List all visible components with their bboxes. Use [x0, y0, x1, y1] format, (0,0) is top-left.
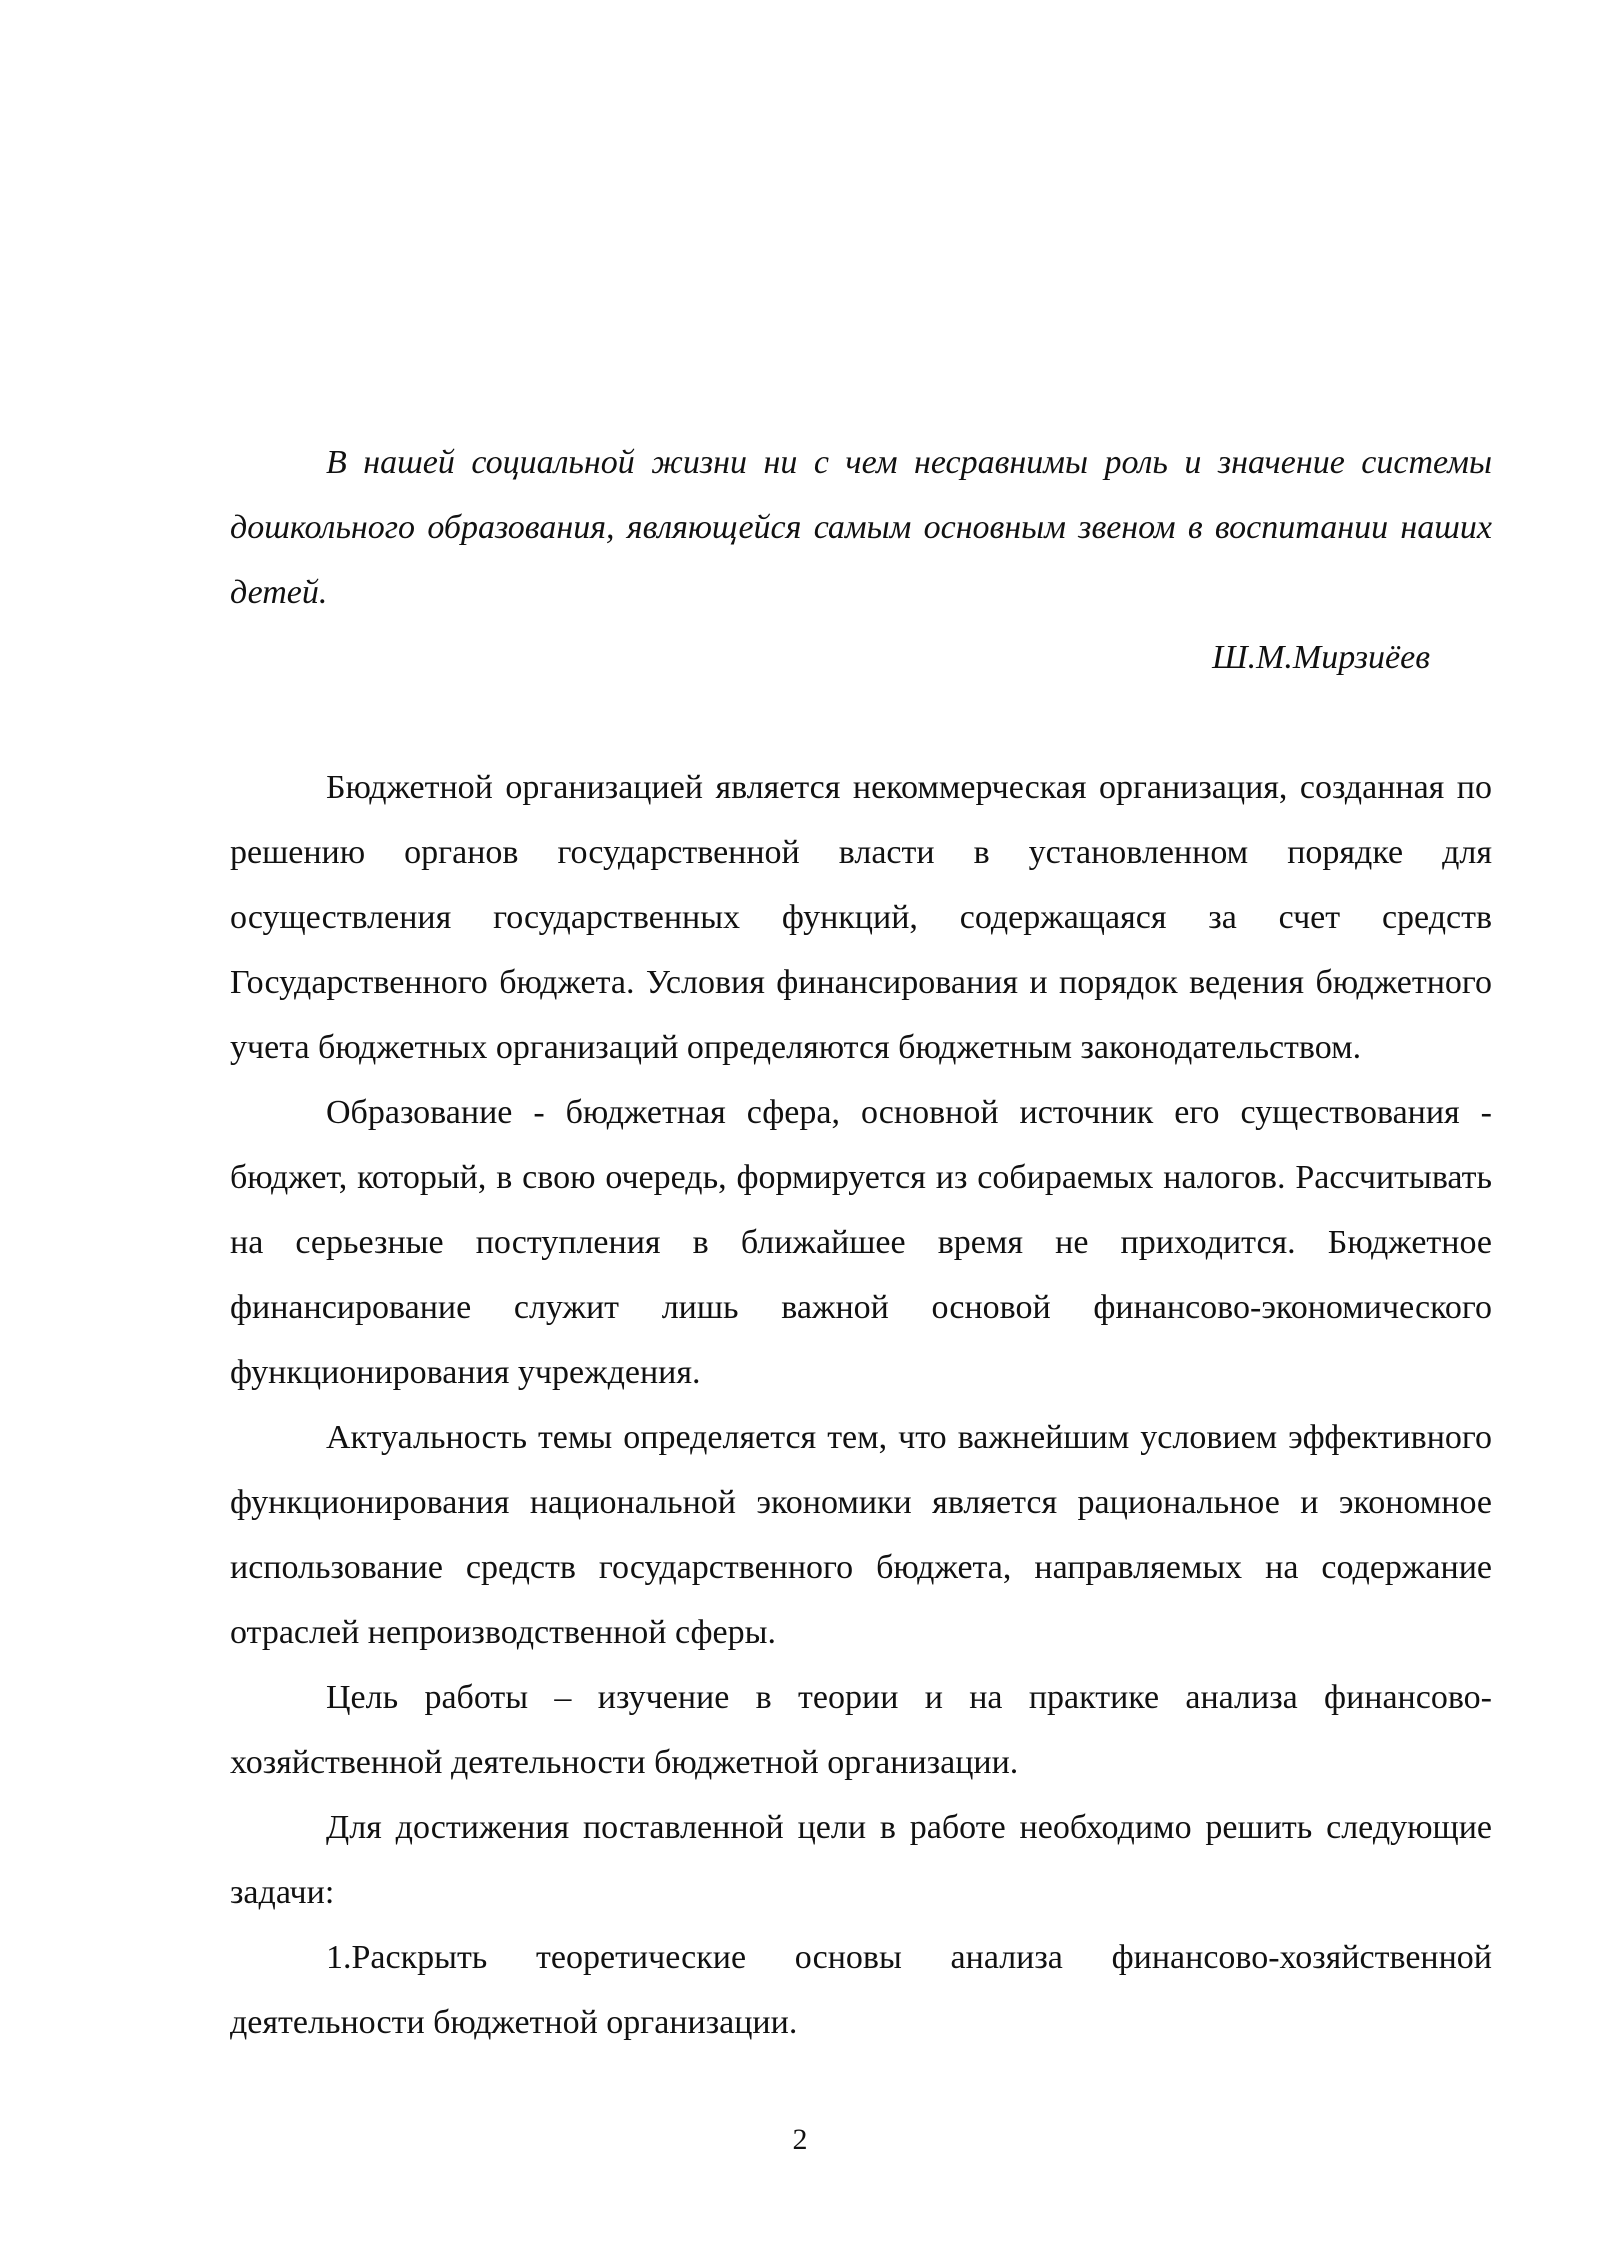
epigraph-quote: В нашей социальной жизни ни с чем несравнимы роль и значение системы дошкольного образования, являющейся самым основным звеном в воспитании наших детей. [230, 444, 1492, 611]
paragraph-tasks-intro: Для достижения поставленной цели в работе необходимо решить следующие задачи: [230, 1809, 1492, 1911]
epigraph-author: Ш.М.Мирзиёев [1212, 639, 1430, 676]
paragraph-relevance: Актуальность темы определяется тем, что важнейшим условием эффективного функционирования национальной экономики является рациональное и экономное использование средств государственного бюджета, направляемых на содержание отраслей непроизводственной сферы. [230, 1419, 1492, 1651]
paragraph-task-1: 1.Раскрыть теоретические основы анализа финансово-хозяйственной деятельности бюджетной организации. [230, 1939, 1492, 2041]
paragraph-goal: Цель работы – изучение в теории и на практике анализа финансово-хозяйственной деятельности бюджетной организации. [230, 1679, 1492, 1781]
body-text [230, 755, 1492, 2055]
paragraph-education-budget: Образование - бюджетная сфера, основной источник его существования - бюджет, который, в свою очередь, формируется из собираемых налогов. Рассчитывать на серьезные поступления в ближайшее время не приходится. Бюджетное финансирование служит лишь важной основой финансово-экономического функционирования учреждения. [230, 1094, 1492, 1391]
page-content [230, 430, 1492, 2055]
paragraph-budget-organization: Бюджетной организацией является некоммерческая организация, созданная по решению органов государственной власти в установленном порядке для осуществления государственных функций, содержащаяся за счет средств Государственного бюджета. Условия финансирования и порядок ведения бюджетного учета бюджетных организаций определяются бюджетным законодательством. [230, 769, 1492, 1066]
page-number: 2 [792, 2123, 808, 2156]
